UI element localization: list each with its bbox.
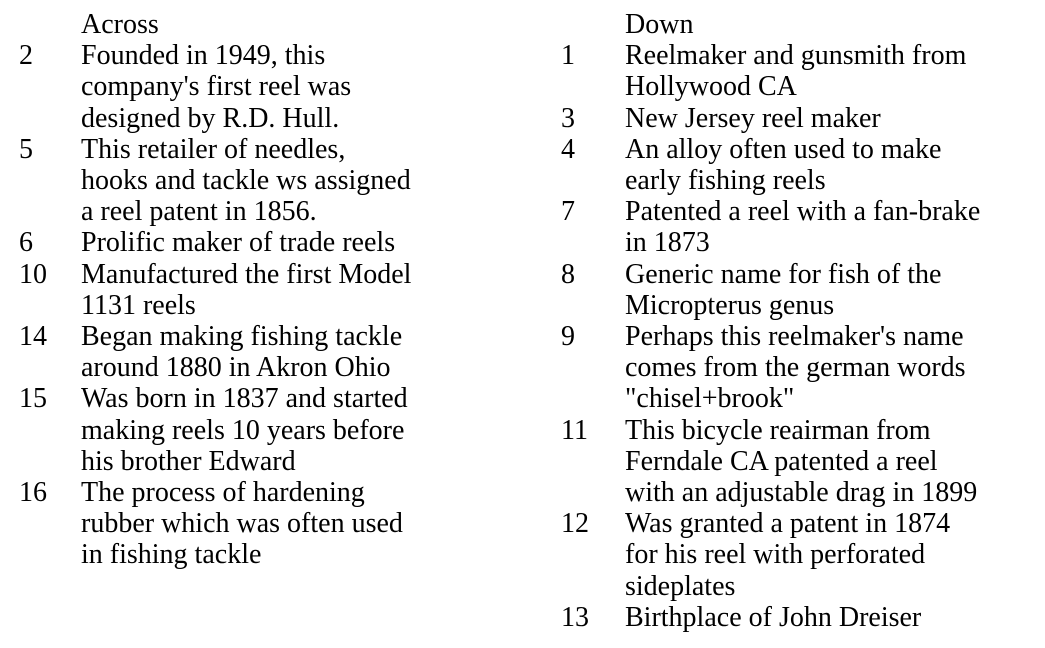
clue-text-line: Manufactured the first Model: [81, 258, 412, 290]
across-clue-list: [0, 40, 520, 570]
clue-text-line: Micropterus genus: [625, 289, 835, 321]
clue-text-line: Ferndale CA patented a reel: [625, 445, 938, 477]
clue-text-line: This bicycle reairman from: [625, 414, 931, 446]
clue-text-line: An alloy often used to make: [625, 133, 942, 165]
clue-text-line: sideplates: [625, 570, 736, 602]
clue-number: 10: [19, 258, 47, 290]
clue-text-line: in fishing tackle: [81, 539, 262, 571]
across-clue: [0, 321, 520, 383]
clue-text: [625, 196, 980, 258]
clue-text-line: This retailer of needles,: [81, 133, 346, 165]
clue-text: [625, 40, 966, 102]
clue-number: 14: [19, 321, 47, 353]
clue-text-line: rubber which was often used: [81, 508, 403, 540]
clue-text-line: Founded in 1949, this: [81, 40, 326, 72]
clue-text-line: Hollywood CA: [625, 71, 797, 103]
down-clue: [544, 40, 1044, 102]
clue-text: [81, 321, 402, 383]
clue-number: 8: [561, 258, 575, 290]
down-clue-list: [544, 40, 1044, 633]
clue-text: [81, 227, 395, 258]
clue-text: [81, 259, 411, 321]
clue-text-line: Was granted a patent in 1874: [625, 508, 951, 540]
across-clue: [0, 134, 520, 228]
down-clue: [544, 321, 1044, 415]
clue-text-line: New Jersey reel maker: [625, 102, 881, 134]
clue-text-line: in 1873: [625, 227, 710, 259]
clue-text-line: The process of hardening: [81, 477, 365, 509]
clue-text-line: Perhaps this reelmaker's name: [625, 321, 964, 353]
clue-text: [625, 134, 941, 196]
clue-text-line: comes from the german words: [625, 352, 966, 384]
clue-text-line: company's first reel was: [81, 71, 352, 103]
clue-text-line: Birthplace of John Dreiser: [625, 601, 922, 633]
clue-number: 6: [19, 227, 33, 259]
across-clue: [0, 259, 520, 321]
clue-text-line: making reels 10 years before: [81, 414, 405, 446]
clue-text-line: Patented a reel with a fan-brake: [625, 196, 981, 228]
across-clue: [0, 40, 520, 134]
clue-text-line: Prolific maker of trade reels: [81, 227, 396, 259]
clue-number: 2: [19, 40, 33, 72]
down-clue: [544, 415, 1044, 509]
down-clue: [544, 508, 1044, 602]
down-clue: [544, 134, 1044, 196]
clue-text-line: Began making fishing tackle: [81, 321, 403, 353]
clue-text-line: a reel patent in 1856.: [81, 196, 317, 228]
clue-text: [625, 321, 966, 415]
clue-number: 16: [19, 477, 47, 509]
clue-text: [81, 40, 351, 134]
clue-number: 13: [561, 601, 589, 633]
clue-number: 15: [19, 383, 47, 415]
clue-text: [625, 508, 950, 602]
clue-text: [81, 134, 411, 228]
clue-number: 9: [561, 321, 575, 353]
across-clue: [0, 227, 520, 258]
down-clues-column: [544, 9, 1044, 633]
clue-text-line: 1131 reels: [81, 289, 196, 321]
clue-number: 7: [561, 196, 575, 228]
clue-text-line: designed by R.D. Hull.: [81, 102, 340, 134]
clue-text-line: his brother Edward: [81, 445, 296, 477]
down-clue: [544, 196, 1044, 258]
clue-text-line: "chisel+brook": [625, 383, 795, 415]
down-clue: [544, 103, 1044, 134]
across-heading: Across: [81, 9, 159, 40]
clue-number: 12: [561, 508, 589, 540]
clue-text: [625, 602, 921, 633]
across-clues-column: [0, 9, 520, 571]
clue-text-line: Reelmaker and gunsmith from: [625, 40, 967, 72]
clue-number: 1: [561, 40, 575, 72]
across-clue: [0, 477, 520, 571]
down-clue: [544, 602, 1044, 633]
down-heading: Down: [625, 9, 694, 40]
clue-text-line: around 1880 in Akron Ohio: [81, 352, 391, 384]
clue-text-line: hooks and tackle ws assigned: [81, 165, 411, 197]
clue-text: [625, 259, 941, 321]
clue-text-line: Generic name for fish of the: [625, 258, 942, 290]
clue-text-line: for his reel with perforated: [625, 539, 926, 571]
clue-number: 4: [561, 133, 575, 165]
clue-text: [625, 103, 881, 134]
down-clue: [544, 259, 1044, 321]
clue-number: 11: [561, 414, 588, 446]
clue-text: [81, 383, 408, 477]
clue-text-line: early fishing reels: [625, 165, 826, 197]
clue-number: 3: [561, 102, 575, 134]
clue-text-line: with an adjustable drag in 1899: [625, 477, 978, 509]
clue-number: 5: [19, 133, 33, 165]
clue-text: [625, 415, 977, 509]
clue-text: [81, 477, 403, 571]
across-clue: [0, 383, 520, 477]
clue-text-line: Was born in 1837 and started: [81, 383, 408, 415]
